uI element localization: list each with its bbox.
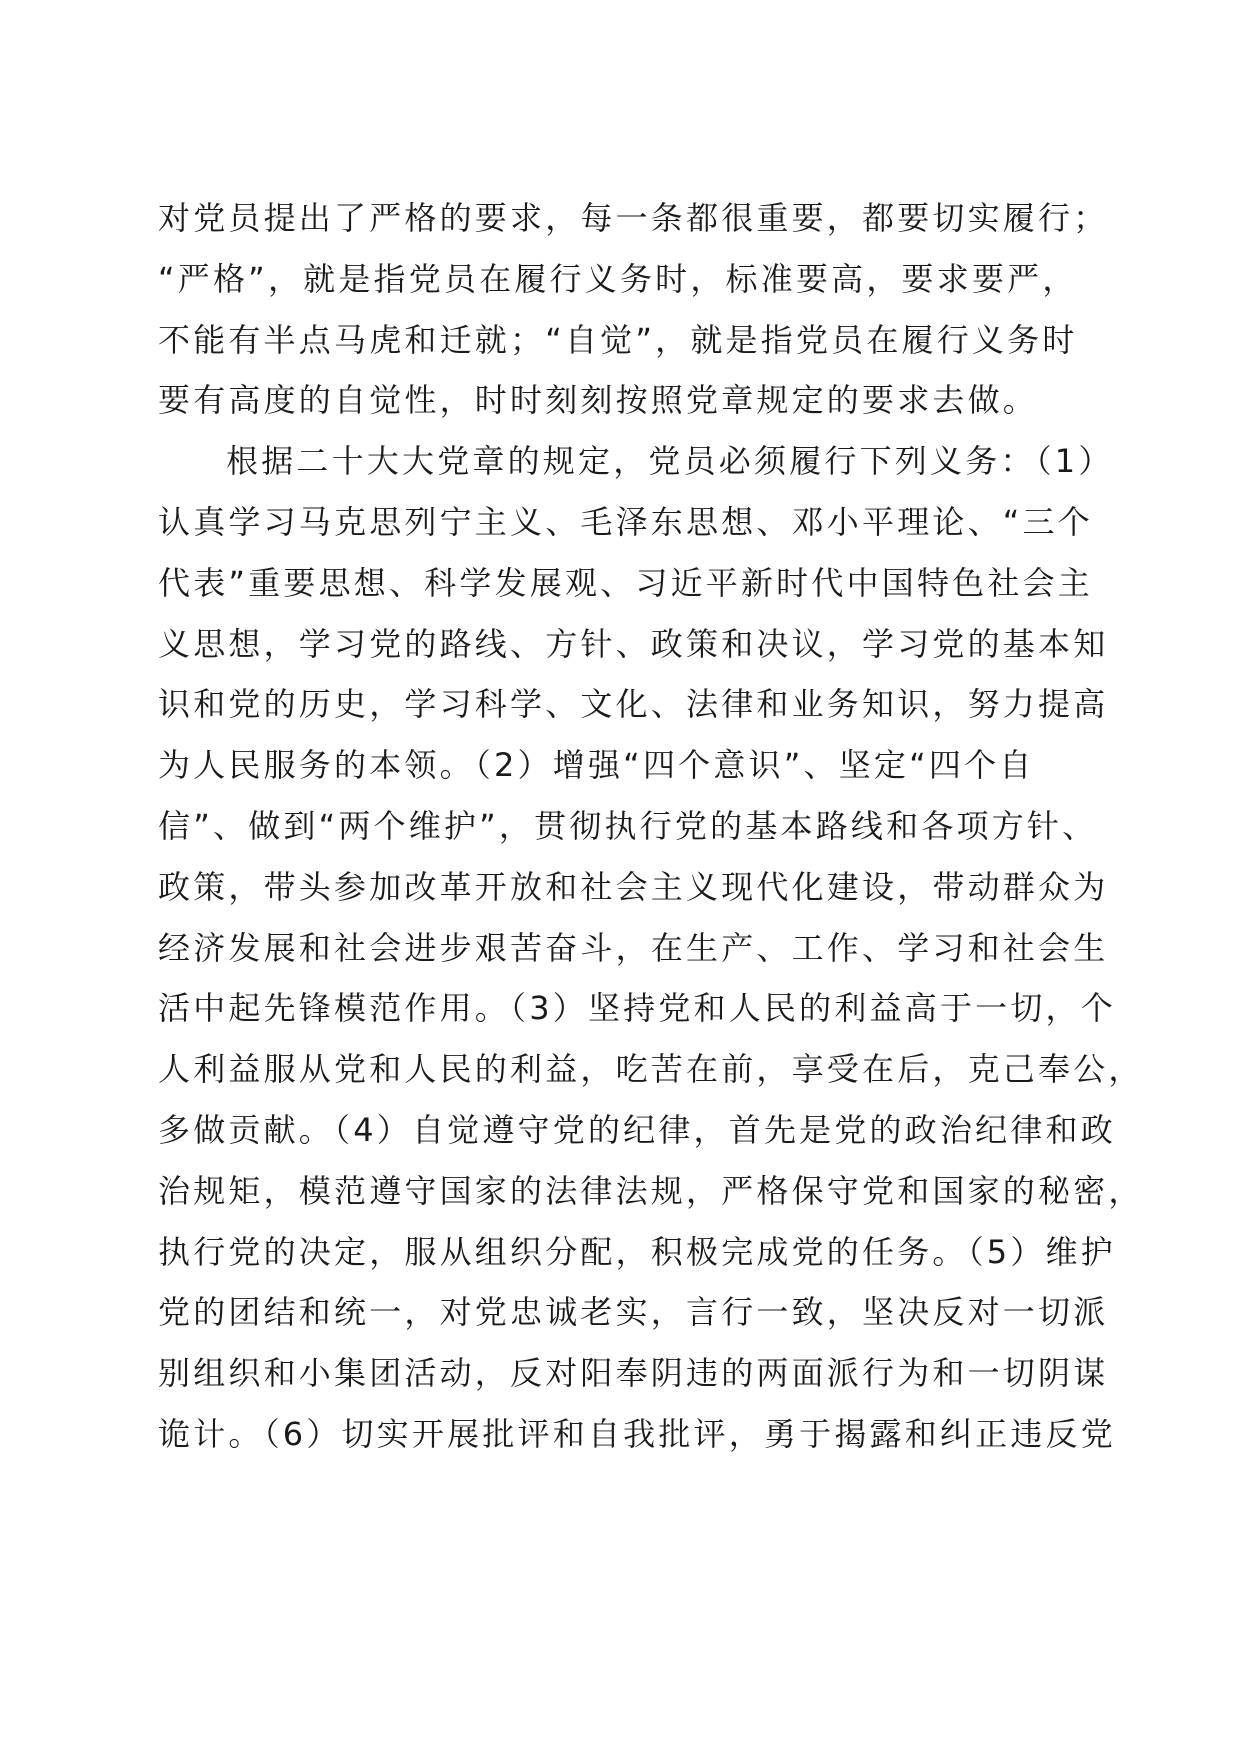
text-line-17: 治规矩，模范遵守国家的法律法规，严格保守党和国家的秘密， [158, 1171, 1144, 1210]
text-line-2: “严格”，就是指党员在履行义务时，标准要高，要求要严， [158, 259, 1078, 298]
text-line-11: 信”、做到“两个维护”，贯彻执行党的基本路线和各项方针、 [158, 806, 1098, 845]
text-line-7: 代表”重要思想、科学发展观、习近平新时代中国特色社会主 [158, 563, 1093, 602]
text-line-19: 党的团结和统一，对党忠诚老实，言行一致，坚决反对一切派 [158, 1293, 1109, 1332]
text-line-16: 多做贡献。（4）自觉遵守党的纪律，首先是党的政治纪律和政 [158, 1110, 1116, 1149]
text-line-15: 人利益服从党和人民的利益，吃苦在前，享受在后，克己奉公， [158, 1050, 1144, 1089]
text-line-13: 经济发展和社会进步艰苦奋斗，在生产、工作、学习和社会生 [158, 928, 1109, 967]
body-text [158, 188, 1144, 1465]
text-line-5-paragraph-start: 根据二十大大党章的规定，党员必须履行下列义务：（1） [226, 442, 1114, 481]
text-line-18: 执行党的决定，服从组织分配，积极完成党的任务。（5）维护 [158, 1232, 1116, 1271]
text-line-14: 活中起先锋模范作用。（3）坚持党和人民的利益高于一切，个 [158, 989, 1116, 1028]
text-line-20: 别组织和小集团活动，反对阳奉阴违的两面派行为和一切阴谋 [158, 1354, 1109, 1393]
text-line-1: 对党员提出了严格的要求，每一条都很重要，都要切实履行； [158, 199, 1109, 237]
text-line-4: 要有高度的自觉性，时时刻刻按照党章规定的要求去做。 [158, 381, 1039, 420]
text-line-3: 不能有半点马虎和迁就；“自觉”，就是指党员在履行义务时 [158, 320, 1078, 359]
text-line-10: 为人民服务的本领。（2）增强“四个意识”、坚定“四个自 [158, 746, 1035, 785]
text-line-6: 认真学习马克思列宁主义、毛泽东思想、邓小平理论、“三个 [158, 502, 1093, 541]
text-line-8: 义思想，学习党的路线、方针、政策和决议，学习党的基本知 [158, 624, 1109, 663]
text-line-12: 政策，带头参加改革开放和社会主义现代化建设，带动群众为 [158, 867, 1109, 906]
text-line-21: 诡计。（6）切实开展批评和自我批评，勇于揭露和纠正违反党 [158, 1414, 1116, 1453]
text-line-9: 识和党的历史，学习科学、文化、法律和业务知识，努力提高 [158, 685, 1109, 724]
